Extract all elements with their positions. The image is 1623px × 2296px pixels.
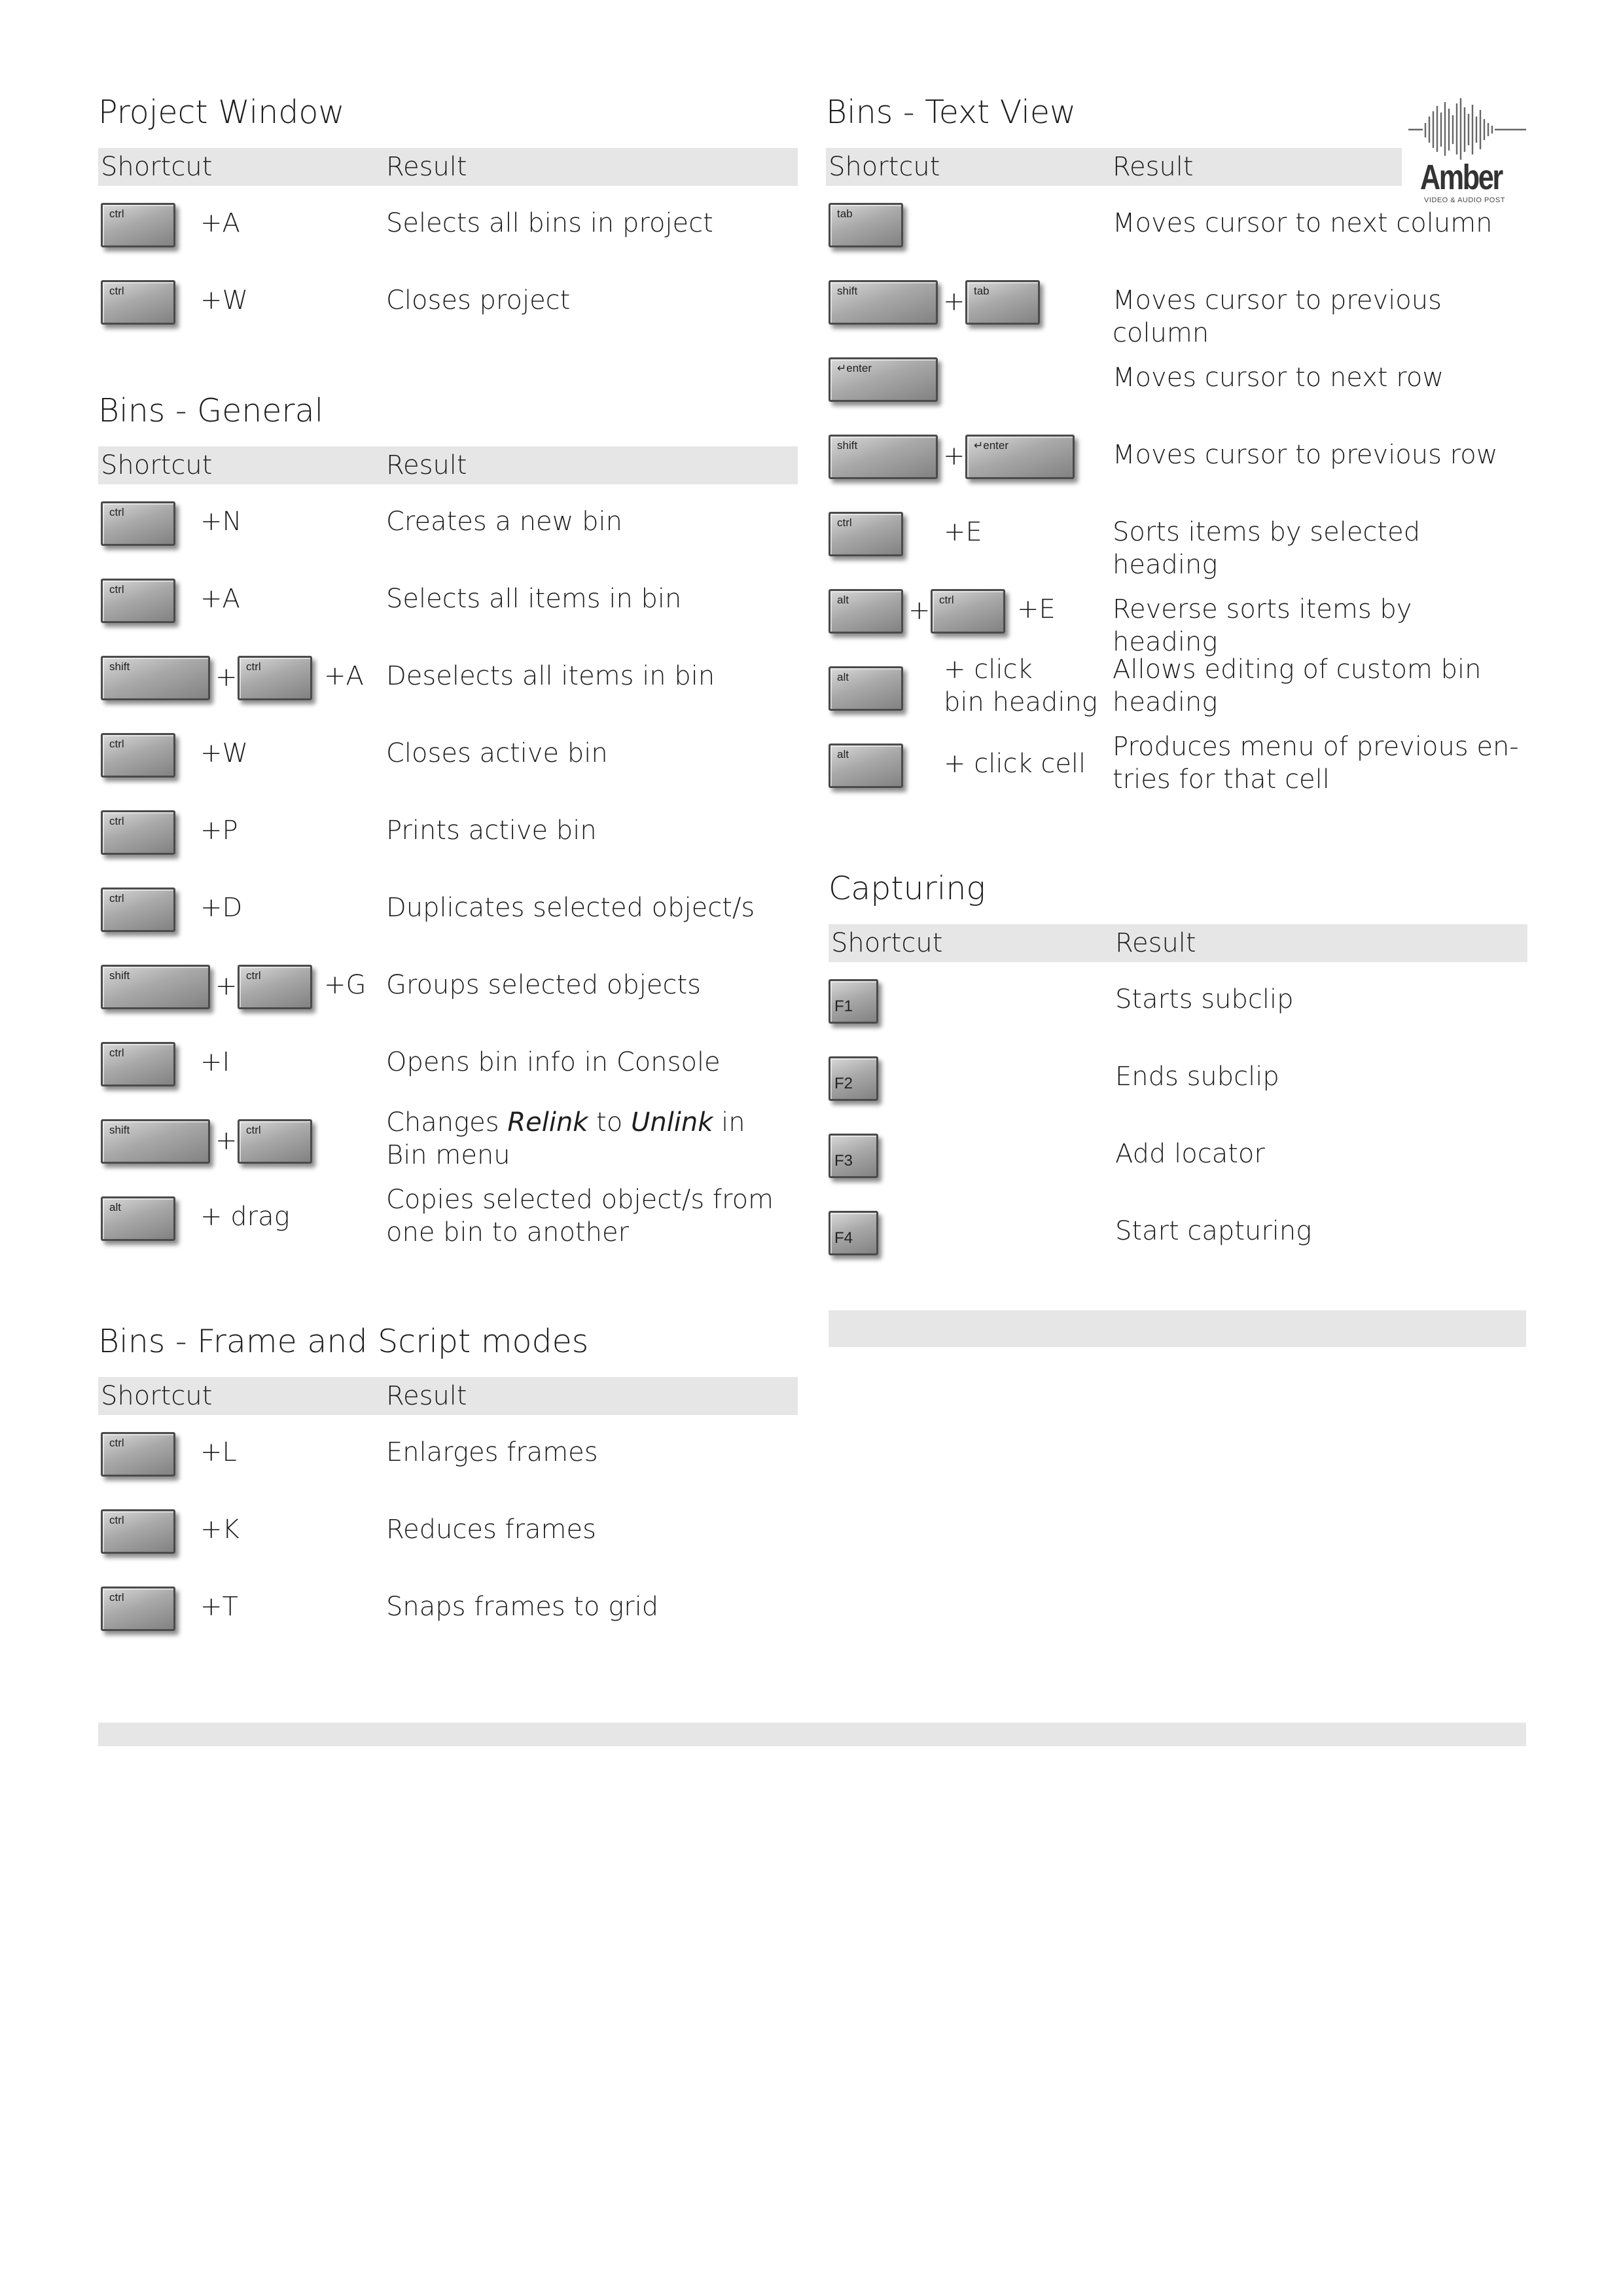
shortcut-modifier <box>200 207 240 240</box>
result-line <box>386 1106 745 1139</box>
result-text <box>386 814 597 847</box>
tab-key: tab <box>965 280 1040 325</box>
shortcut-modifier <box>944 747 1086 780</box>
ctrl-key: ctrl <box>101 1509 175 1554</box>
emphasis-text: Unlink <box>631 1107 713 1138</box>
table-row <box>826 186 1525 263</box>
enter-key: ↵enter <box>965 435 1075 479</box>
ctrl-key: ctrl <box>101 810 175 855</box>
result-line: Opens bin info in Console <box>386 1047 721 1077</box>
header-result: Result <box>1113 152 1194 182</box>
table-row <box>98 870 798 948</box>
bins-general-section <box>98 391 798 1257</box>
section-title: Capturing <box>829 870 986 907</box>
table-row <box>826 726 1525 804</box>
result-line: Add locator <box>1115 1139 1265 1169</box>
ctrl-key: ctrl <box>101 1432 175 1477</box>
result-text <box>386 1436 598 1469</box>
result-text <box>1113 593 1525 658</box>
result-text <box>1113 361 1444 394</box>
ctrl-key: ctrl <box>101 501 175 546</box>
result-text <box>386 583 681 615</box>
shortcut-modifier <box>200 1046 230 1079</box>
alt-key: alt <box>829 744 903 788</box>
shortcut-modifier <box>324 969 366 1001</box>
f3-key: F3 <box>829 1134 878 1178</box>
result-text <box>386 1046 721 1079</box>
result-fragment: to <box>588 1107 632 1138</box>
result-text <box>386 1513 596 1546</box>
table-row <box>829 1117 1527 1194</box>
table-header <box>98 1377 798 1415</box>
modifier-line: + click cell <box>944 749 1086 779</box>
result-text <box>1115 1060 1279 1093</box>
modifier-line: +D <box>200 893 243 923</box>
header-shortcut: Shortcut <box>101 450 213 480</box>
table-row <box>829 1039 1527 1117</box>
shortcut-modifier <box>200 891 242 924</box>
ctrl-key: ctrl <box>101 579 175 623</box>
ctrl-key: ctrl <box>829 512 903 556</box>
table-row <box>98 793 798 870</box>
shortcut-modifier <box>1017 593 1056 626</box>
shortcut-modifier <box>200 505 241 538</box>
table-header <box>98 446 798 484</box>
logo-tagline: VIDEO & AUDIO POST <box>1424 196 1505 204</box>
shortcut-modifier <box>200 583 240 615</box>
modifier-line: +E <box>1017 594 1056 624</box>
result-line: Duplicates selected object/s <box>386 893 755 923</box>
result-line: Moves cursor to next row <box>1113 363 1444 393</box>
result-line: Deselects all items in bin <box>386 661 715 691</box>
logo-name: Amber <box>1420 158 1502 197</box>
result-text <box>1115 983 1293 1016</box>
result-line: Moves cursor to previous column <box>1113 285 1442 348</box>
table-row <box>826 649 1525 726</box>
right-column-footer-bar <box>829 1310 1526 1347</box>
result-text <box>1115 1215 1311 1247</box>
shift-key: shift <box>829 280 938 325</box>
result-text <box>1113 284 1525 350</box>
result-text <box>1113 516 1525 581</box>
result-text <box>1115 1138 1265 1170</box>
modifier-line: +I <box>200 1047 230 1077</box>
result-line: Enlarges frames <box>386 1437 598 1467</box>
tab-key: tab <box>829 203 903 247</box>
result-text <box>386 207 713 240</box>
header-result: Result <box>386 1381 467 1411</box>
result-text <box>386 1106 745 1172</box>
f4-key: F4 <box>829 1211 878 1255</box>
alt-key: alt <box>829 666 903 711</box>
ctrl-key: ctrl <box>101 203 175 247</box>
result-line: tries for that cell <box>1113 764 1330 795</box>
plus-sign: + <box>943 441 965 471</box>
table-header <box>826 148 1402 186</box>
result-text <box>1113 207 1493 240</box>
result-line: Closes active bin <box>386 738 608 768</box>
shortcut-modifier <box>200 814 238 847</box>
modifier-line: +E <box>944 517 982 547</box>
result-line: Creates a new bin <box>386 507 622 537</box>
header-result: Result <box>386 152 467 182</box>
result-line: Selects all items in bin <box>386 584 682 614</box>
header-result: Result <box>386 450 467 480</box>
result-line: Snaps frames to grid <box>386 1592 659 1622</box>
ctrl-key: ctrl <box>931 589 1005 634</box>
table-header <box>98 148 798 186</box>
result-line: Ends subclip <box>1115 1062 1279 1092</box>
result-text <box>386 969 701 1001</box>
result-text <box>386 505 622 538</box>
emphasis-text: Relink <box>507 1107 588 1138</box>
enter-key: ↵enter <box>829 357 938 402</box>
table-row <box>98 1415 798 1492</box>
table-row <box>98 948 798 1025</box>
table-row <box>826 340 1525 418</box>
result-line: Start capturing <box>1115 1216 1312 1246</box>
modifier-line: +A <box>200 208 240 238</box>
result-text <box>386 1183 774 1249</box>
result-line: Moves cursor to previous row <box>1113 440 1498 470</box>
section-title: Bins - Frame and Script modes <box>98 1323 589 1360</box>
result-line: Reverse sorts items by heading <box>1113 594 1412 657</box>
result-fragment: Changes <box>386 1107 508 1138</box>
modifier-line: +L <box>200 1437 237 1467</box>
modifier-line: bin heading <box>944 687 1097 717</box>
result-line: Selects all bins in project <box>386 208 713 238</box>
modifier-line: + click <box>944 655 1033 685</box>
modifier-line: +A <box>200 584 240 614</box>
shortcut-modifier <box>200 1590 238 1623</box>
capturing-section <box>829 869 1527 1271</box>
modifier-line: +A <box>324 661 364 691</box>
table-row <box>98 639 798 716</box>
plus-sign: + <box>215 1126 238 1156</box>
result-line: Sorts items by selected heading <box>1113 517 1421 580</box>
result-line: Reduces frames <box>386 1515 596 1545</box>
modifier-line: +W <box>200 738 249 768</box>
table-row <box>826 263 1525 348</box>
f2-key: F2 <box>829 1056 878 1101</box>
section-title: Bins - Text View <box>826 94 1077 131</box>
table-row <box>98 716 798 793</box>
bins-frame-section <box>98 1322 798 1647</box>
result-line: Groups selected objects <box>386 970 701 1000</box>
table-row <box>98 1102 798 1179</box>
result-line: Copies selected object/s from <box>386 1185 774 1215</box>
table-row <box>826 572 1525 657</box>
table-row <box>98 1025 798 1102</box>
page-footer-bar <box>98 1723 1526 1746</box>
result-fragment: in <box>713 1107 745 1138</box>
result-line: Closes project <box>386 285 571 315</box>
table-row <box>98 186 798 263</box>
shortcut-modifier <box>200 737 248 770</box>
table-row <box>98 484 798 562</box>
ctrl-key: ctrl <box>101 1587 175 1631</box>
ctrl-key: ctrl <box>238 1119 312 1164</box>
modifier-line: +T <box>200 1592 238 1622</box>
section-title: Project Window <box>98 94 345 131</box>
result-line: heading <box>1113 687 1218 717</box>
project-window-section <box>98 93 798 340</box>
result-text <box>386 1590 658 1623</box>
alt-key: alt <box>829 589 903 634</box>
f1-key: F1 <box>829 979 878 1024</box>
ctrl-key: ctrl <box>101 888 175 932</box>
shortcut-modifier <box>944 653 1097 719</box>
result-line: one bin to another <box>386 1217 630 1247</box>
ctrl-key: ctrl <box>101 280 175 325</box>
plus-sign: + <box>215 971 238 1001</box>
shortcut-modifier <box>200 284 248 317</box>
table-row <box>829 962 1527 1039</box>
shortcut-modifier <box>200 1436 237 1469</box>
table-row <box>98 1492 798 1570</box>
shift-key: shift <box>101 656 210 700</box>
modifier-line: +W <box>200 285 249 315</box>
result-text <box>386 737 608 770</box>
ctrl-key: ctrl <box>101 1042 175 1086</box>
modifier-line: +N <box>200 507 242 537</box>
plus-sign: + <box>215 662 238 692</box>
result-line: Prints active bin <box>386 816 597 846</box>
modifier-line: +G <box>324 970 366 1000</box>
plus-sign: + <box>943 287 965 317</box>
result-text <box>386 284 570 317</box>
header-result: Result <box>1115 928 1196 958</box>
ctrl-key: ctrl <box>238 656 312 700</box>
result-line: Produces menu of previous en- <box>1113 732 1519 762</box>
table-row <box>829 1194 1527 1271</box>
result-line: Moves cursor to next column <box>1113 208 1493 238</box>
modifier-line: + drag <box>200 1202 290 1232</box>
shortcut-modifier <box>200 1513 240 1546</box>
table-row <box>98 263 798 340</box>
shift-key: shift <box>101 1119 210 1164</box>
result-line: Bin menu <box>386 1140 510 1170</box>
modifier-line: +K <box>200 1515 240 1545</box>
header-shortcut: Shortcut <box>831 928 943 958</box>
header-shortcut: Shortcut <box>101 1381 213 1411</box>
result-line: Starts subclip <box>1115 984 1294 1014</box>
result-text <box>1113 730 1519 796</box>
shift-key: shift <box>101 965 210 1009</box>
table-row <box>98 1570 798 1647</box>
result-text <box>1113 439 1497 471</box>
shortcut-modifier <box>200 1200 290 1233</box>
result-text <box>386 660 715 692</box>
ctrl-key: ctrl <box>101 733 175 778</box>
result-line: Allows editing of custom bin <box>1113 655 1482 685</box>
result-text <box>1113 653 1481 719</box>
table-header <box>829 924 1527 962</box>
bins-text-view-section <box>826 93 1525 804</box>
table-row <box>98 1179 798 1257</box>
shortcut-modifier <box>944 516 982 548</box>
alt-key: alt <box>101 1196 175 1241</box>
table-row <box>826 418 1525 495</box>
result-text <box>386 891 755 924</box>
section-title: Bins - General <box>98 392 324 429</box>
table-row <box>826 495 1525 580</box>
modifier-line: +P <box>200 816 238 846</box>
plus-sign: + <box>908 596 931 626</box>
shortcut-modifier <box>324 660 364 692</box>
header-shortcut: Shortcut <box>101 152 213 182</box>
table-row <box>98 562 798 639</box>
shift-key: shift <box>829 435 938 479</box>
header-shortcut: Shortcut <box>829 152 940 182</box>
ctrl-key: ctrl <box>238 965 312 1009</box>
